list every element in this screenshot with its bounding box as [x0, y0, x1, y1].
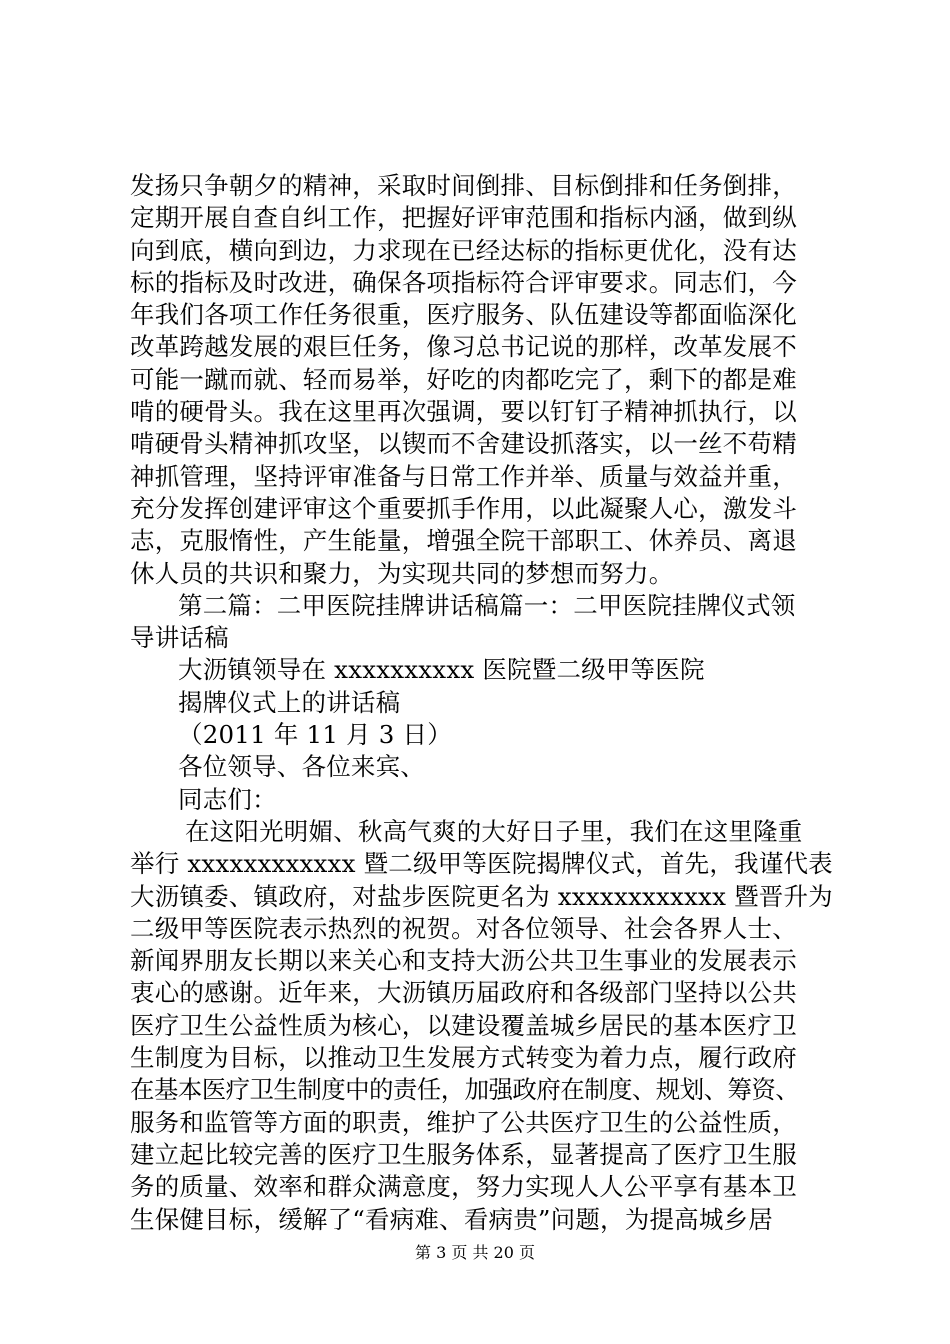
document-body — [130, 170, 833, 1236]
body-line: 志，克服惰性，产生能量，增强全院干部职工、休养员、离退 — [130, 526, 797, 556]
page-number-footer: 第 3 页 共 20 页 — [415, 1243, 535, 1262]
speech-date: （2011 年 11 月 3 日） — [178, 720, 452, 750]
body-line: 二级甲等医院表示热烈的祝贺。对各位领导、社会各界人士、 — [130, 913, 797, 943]
body-line: 医疗卫生公益性质为核心，以建设覆盖城乡居民的基本医疗卫 — [130, 1010, 797, 1040]
body-line: 年我们各项工作任务很重，医疗服务、队伍建设等都面临深化 — [130, 300, 797, 330]
body-line: 改革跨越发展的艰巨任务，像习总书记说的那样，改革发展不 — [130, 332, 797, 362]
body-line: 啃的硬骨头。我在这里再次强调，要以钉钉子精神抓执行，以 — [130, 397, 797, 427]
body-line: 充分发挥创建评审这个重要抓手作用，以此凝聚人心，激发斗 — [130, 493, 797, 523]
speech-title-line: 大沥镇领导在 xxxxxxxxxx 医院暨二级甲等医院 — [178, 655, 705, 685]
body-line: 向到底，横向到边，力求现在已经达标的指标更优化，没有达 — [130, 235, 797, 265]
body-line: 可能一蹴而就、轻而易举，好吃的肉都吃完了，剩下的都是难 — [130, 364, 797, 394]
body-line: 在这阳光明媚、秋高气爽的大好日子里，我们在这里隆重 — [185, 816, 803, 846]
body-line: 休人员的共识和聚力，为实现共同的梦想而努力。 — [130, 558, 674, 588]
body-line: 发扬只争朝夕的精神，采取时间倒排、目标倒排和任务倒排， — [130, 171, 797, 200]
body-line: 生制度为目标，以推动卫生发展方式转变为着力点，履行政府 — [130, 1043, 797, 1073]
body-line: 新闻界朋友长期以来关心和支持大沥公共卫生事业的发展表示 — [130, 946, 797, 976]
body-line: 建立起比较完善的医疗卫生服务体系，显著提高了医疗卫生服 — [130, 1139, 797, 1169]
salutation-line: 同志们： — [178, 784, 277, 814]
body-line: 衷心的感谢。近年来，大沥镇历届政府和各级部门坚持以公共 — [130, 978, 797, 1008]
body-line: 大沥镇委、镇政府，对盐步医院更名为 xxxxxxxxxxxx 暨晋升为 — [130, 881, 833, 911]
body-line: 举行 xxxxxxxxxxxx 暨二级甲等医院揭牌仪式，首先，我谨代表 — [130, 849, 833, 879]
body-line: 定期开展自查自纠工作，把握好评审范围和指标内涵，做到纵 — [130, 203, 797, 233]
body-line: 生保健目标，缓解了“看病难、看病贵”问题，为提高城乡居 — [130, 1204, 773, 1234]
section-heading-line: 第二篇：二甲医院挂牌讲话稿篇一：二甲医院挂牌仪式领 — [178, 590, 796, 620]
body-line: 服务和监管等方面的职责，维护了公共医疗卫生的公益性质， — [130, 1107, 797, 1137]
body-line: 务的质量、效率和群众满意度，努力实现人人公平享有基本卫 — [130, 1172, 797, 1202]
salutation-line: 各位领导、各位来宾、 — [178, 752, 425, 782]
body-line: 在基本医疗卫生制度中的责任，加强政府在制度、规划、筹资、 — [130, 1075, 800, 1105]
body-line: 神抓管理，坚持评审准备与日常工作并举、质量与效益并重， — [130, 461, 797, 491]
section-heading-line: 导讲话稿 — [130, 623, 229, 653]
speech-title-line: 揭牌仪式上的讲话稿 — [178, 687, 401, 717]
body-line: 啃硬骨头精神抓攻坚，以锲而不舍建设抓落实，以一丝不苟精 — [130, 429, 797, 459]
body-line: 标的指标及时改进，确保各项指标符合评审要求。同志们，今 — [130, 267, 797, 297]
